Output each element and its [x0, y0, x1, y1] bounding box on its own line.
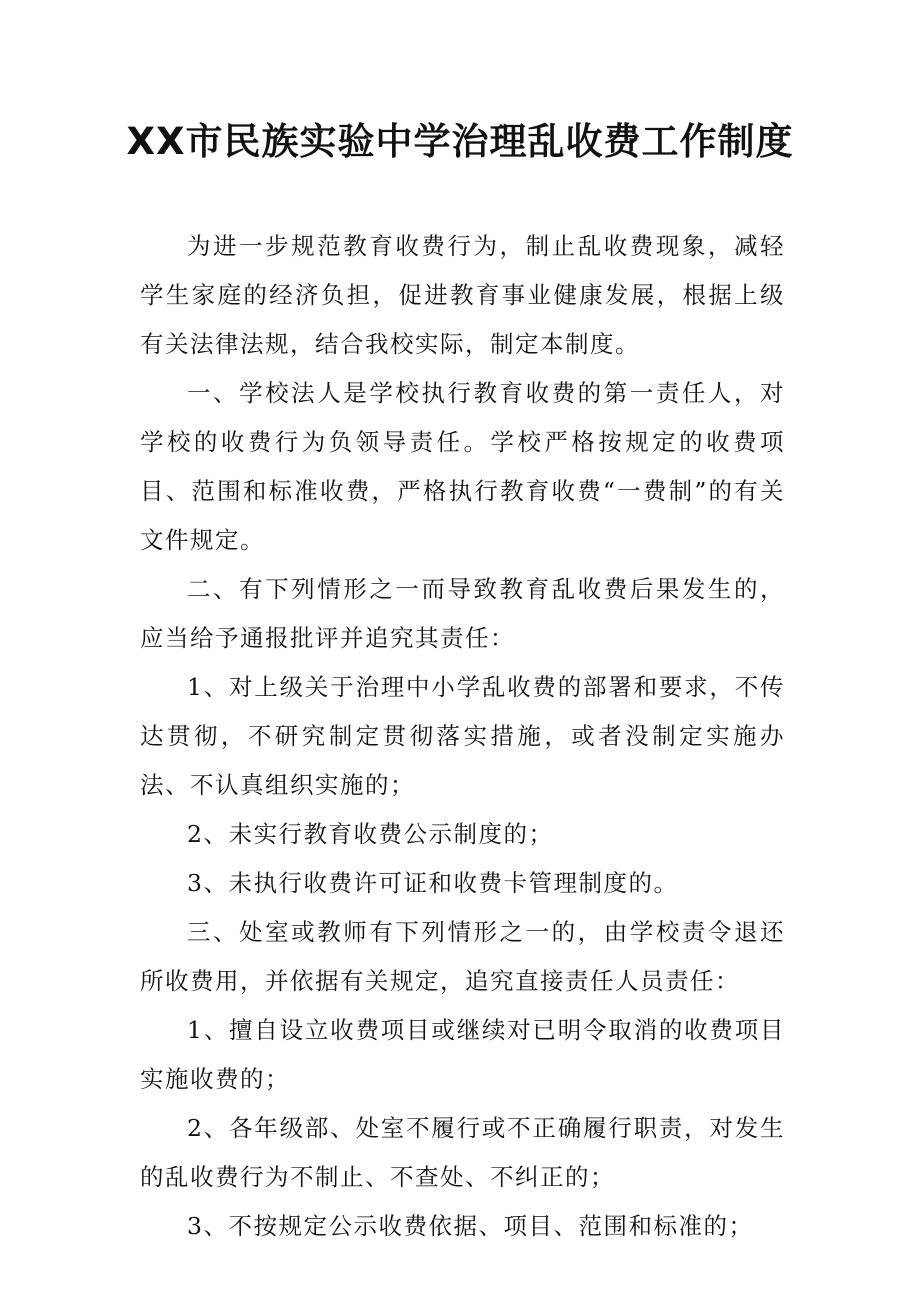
document-body — [140, 222, 785, 1251]
paragraph-section-3-item-1: 1、擅自设立收费项目或继续对已明令取消的收费项目实施收费的； — [140, 1016, 785, 1093]
paragraph-section-3-item-2: 2、各年级部、处室不履行或不正确履行职责，对发生的乱收费行为不制止、不查处、不纠正的； — [140, 1114, 785, 1191]
document-title: XX市民族实验中学治理乱收费工作制度 — [126, 120, 794, 163]
paragraph-section-3-item-3: 3、不按规定公示收费依据、项目、范围和标准的； — [187, 1212, 754, 1240]
paragraph-intro: 为进一步规范教育收费行为，制止乱收费现象，减轻学生家庭的经济负担，促进教育事业健康发展，根据上级有关法律法规，结合我校实际，制定本制度。 — [140, 232, 785, 358]
paragraph-section-2: 二、有下列情形之一而导致教育乱收费后果发生的，应当给予通报批评并追究其责任： — [140, 575, 785, 652]
paragraph-section-2-item-2: 2、未实行教育收费公示制度的； — [187, 820, 554, 848]
paragraph-section-3: 三、处室或教师有下列情形之一的，由学校责令退还所收费用，并依据有关规定，追究直接责任人员责任： — [140, 918, 785, 995]
paragraph-section-1: 一、学校法人是学校执行教育收费的第一责任人，对学校的收费行为负领导责任。学校严格按规定的收费项目、范围和标准收费，严格执行教育收费“一费制”的有关文件规定。 — [140, 379, 785, 554]
paragraph-section-2-item-1: 1、对上级关于治理中小学乱收费的部署和要求，不传达贯彻，不研究制定贯彻落实措施，或者没制定实施办法、不认真组织实施的； — [140, 673, 785, 799]
paragraph-section-2-item-3: 3、未执行收费许可证和收费卡管理制度的。 — [187, 869, 679, 897]
